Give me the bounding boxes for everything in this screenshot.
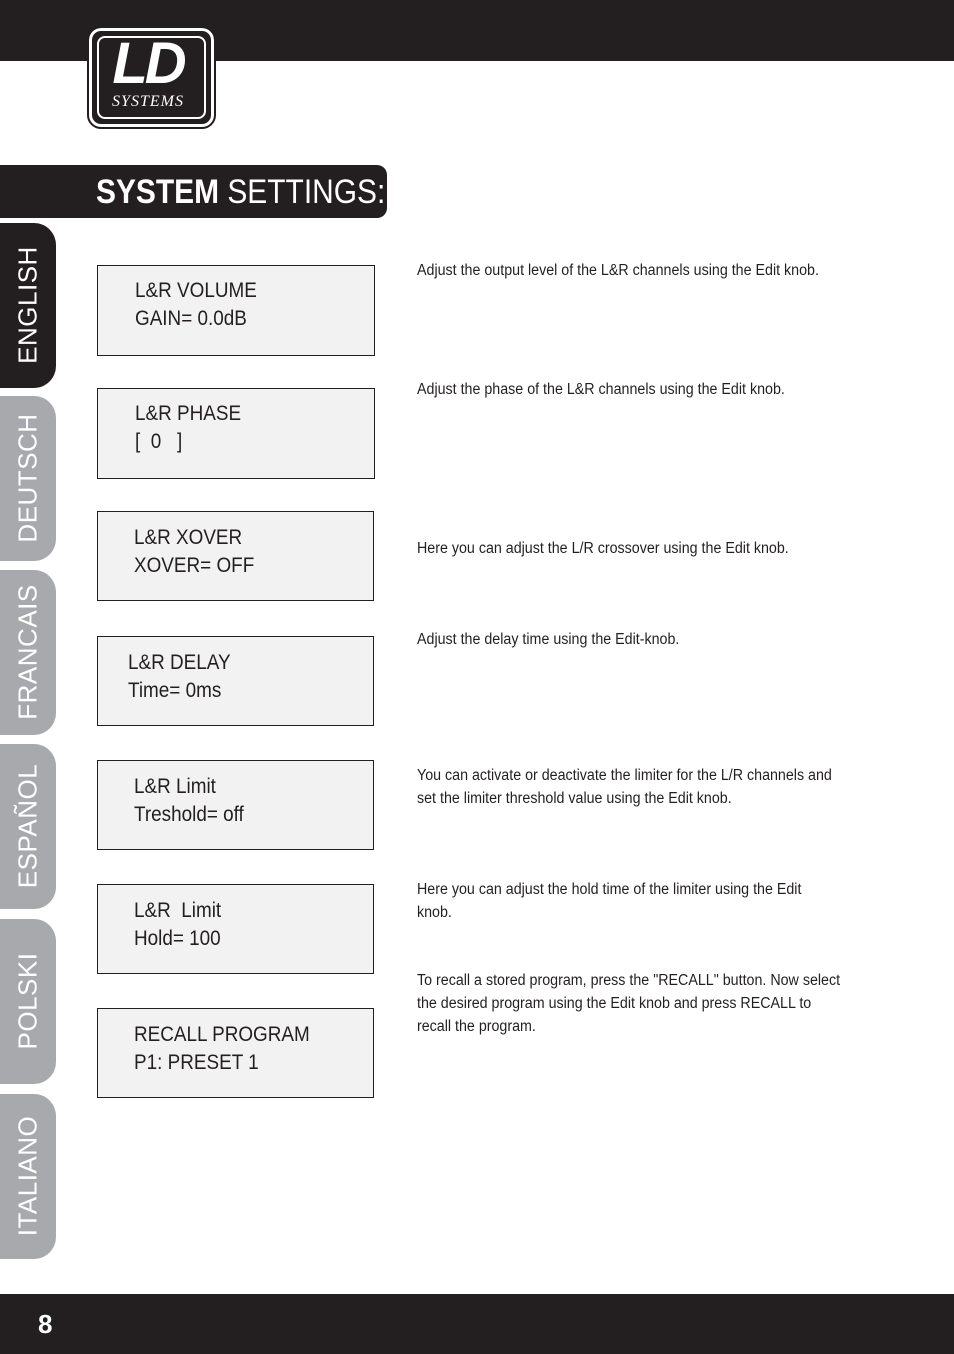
- lcd-display-recall: [97, 1008, 374, 1098]
- lcd-display-delay: [97, 636, 374, 726]
- lcd-display-limit-threshold: [97, 760, 374, 850]
- tab-label: POLSKI: [12, 952, 43, 1050]
- section-title-bold: SYSTEM: [96, 173, 220, 211]
- lcd-line-2: XOVER= OFF: [134, 554, 255, 577]
- lcd-line-1: L&R DELAY: [128, 651, 231, 674]
- description-phase: Adjust the phase of the L&R channels using the Edit knob.: [417, 381, 785, 398]
- page-number: 8: [38, 1309, 53, 1339]
- lcd-line-1: L&R Limit: [134, 775, 216, 798]
- tab-deutsch[interactable]: [0, 396, 56, 561]
- tab-italiano[interactable]: [0, 1094, 56, 1259]
- lcd-line-1: L&R XOVER: [134, 526, 243, 549]
- lcd-line-1: L&R VOLUME: [135, 279, 257, 302]
- lcd-line-2: GAIN= 0.0dB: [135, 307, 247, 330]
- logo-ld-text: LD: [112, 31, 184, 96]
- tab-espanol[interactable]: [0, 744, 56, 909]
- description-xover: Here you can adjust the L/R crossover using the Edit knob.: [417, 540, 789, 557]
- lcd-line-2: Time= 0ms: [128, 679, 222, 702]
- description-recall: To recall a stored program, press the "RECALL" button. Now select the desired program using the Edit knob and press RECALL to recall the program.: [417, 972, 841, 1035]
- tab-label: FRANCAIS: [12, 584, 43, 720]
- description-limit-hold: Here you can adjust the hold time of the limiter using the Edit knob.: [417, 881, 802, 921]
- section-title: [96, 169, 385, 215]
- section-title-bar: [0, 165, 387, 218]
- tab-polski[interactable]: [0, 919, 56, 1084]
- logo-systems-text: SYSTEMS: [112, 93, 184, 110]
- tab-label: ENGLISH: [12, 246, 43, 364]
- lcd-line-1: RECALL PROGRAM: [134, 1023, 310, 1046]
- tab-label: ESPAÑOL: [12, 763, 43, 889]
- description-limit-threshold: You can activate or deactivate the limiter for the L/R channels and set the limiter threshold value using the Edit knob.: [417, 767, 832, 807]
- tab-english[interactable]: [0, 223, 56, 388]
- lcd-line-2: P1: PRESET 1: [134, 1051, 259, 1074]
- lcd-display-volume: [97, 265, 375, 356]
- lcd-line-1: L&R PHASE: [135, 402, 242, 425]
- lcd-line-2: Hold= 100: [134, 927, 221, 950]
- section-title-light: SETTINGS:: [227, 173, 386, 211]
- lcd-line-2: [ 0 ]: [135, 430, 183, 453]
- bottom-bar: [0, 1294, 954, 1354]
- lcd-line-2: Treshold= off: [134, 803, 244, 826]
- lcd-display-xover: [97, 511, 374, 601]
- lcd-line-1: L&R Limit: [134, 899, 222, 922]
- tab-francais[interactable]: [0, 570, 56, 735]
- lcd-display-limit-hold: [97, 884, 374, 974]
- lcd-display-phase: [97, 388, 375, 479]
- tab-label: ITALIANO: [12, 1115, 43, 1237]
- description-volume: Adjust the output level of the L&R channels using the Edit knob.: [417, 262, 819, 279]
- description-delay: Adjust the delay time using the Edit-knob.: [417, 631, 680, 648]
- ld-systems-logo: [89, 28, 214, 127]
- tab-label: DEUTSCH: [12, 413, 43, 543]
